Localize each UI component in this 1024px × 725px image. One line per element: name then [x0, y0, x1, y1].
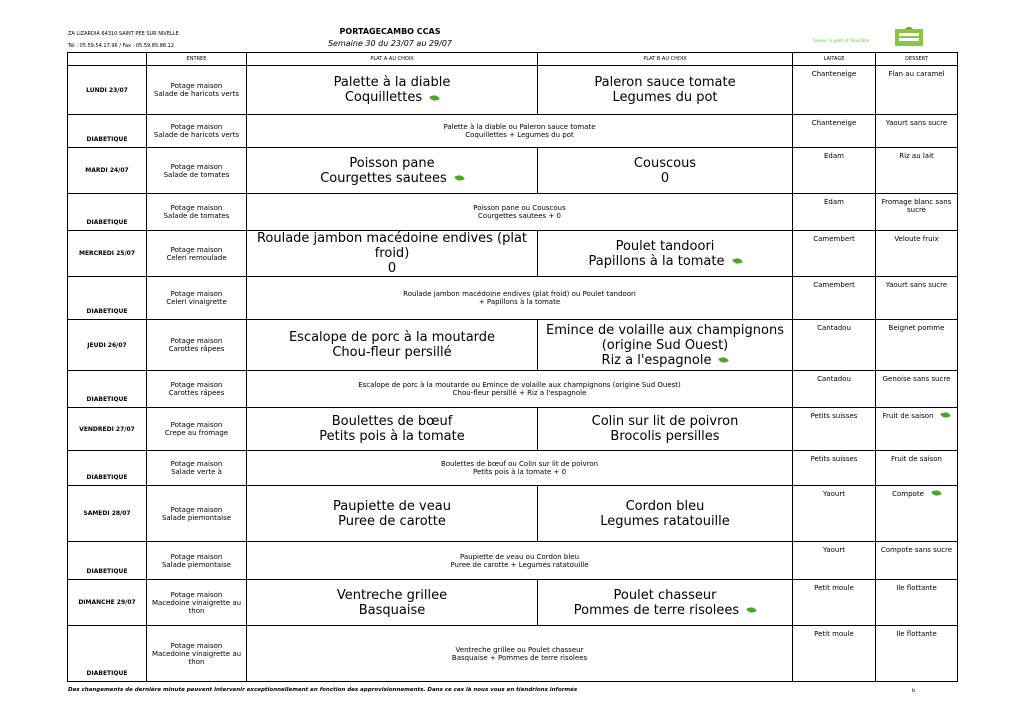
- diab-plat-sides: Basquaise + Pommes de terre risolees: [451, 653, 588, 662]
- company-info: [68, 28, 179, 52]
- dessert-cell: Compote: [892, 490, 924, 498]
- diabetic-row: [68, 542, 958, 580]
- dessert-cell: Fruit de saison: [882, 412, 934, 420]
- leaf-icon: [429, 93, 440, 102]
- diab-entree-soup: Potage maison: [170, 552, 223, 561]
- day-row: [68, 408, 958, 451]
- diab-plat-choice: Boulettes de bœuf ou Colin sur lit de poivron: [440, 460, 599, 468]
- day-label: VENDREDI 27/07: [68, 408, 147, 451]
- diab-plat-choice: Poisson pane ou Couscous: [473, 204, 566, 212]
- diabetic-label: DIABETIQUE: [86, 308, 128, 315]
- plat-a-main: Palette à la diable: [333, 75, 451, 90]
- diab-entree-soup: Potage maison: [170, 204, 223, 212]
- diabetic-label: DIABETIQUE: [86, 219, 128, 226]
- entree-salad: Salade piemontaise: [161, 513, 232, 522]
- entree-soup: Potage maison: [170, 505, 223, 514]
- plat-a-main: Boulettes de bœuf: [331, 414, 453, 429]
- entree-salad: Celeri remoulade: [166, 253, 227, 262]
- diabetic-row: [68, 115, 958, 148]
- diab-entree-soup: Potage maison: [170, 460, 223, 468]
- diab-entree-salad: Carottes râpees: [168, 389, 225, 397]
- diab-entree-salad: Salade de tomates: [163, 212, 230, 220]
- plat-a-main: Paupiette de veau: [333, 498, 451, 514]
- plat-a-main: Roulade jambon macédoine endives (plat froid): [256, 231, 528, 261]
- diab-dessert-cell: Ile flottante: [876, 626, 958, 682]
- diab-plat-choice: Roulade jambon macédoine endives (plat froid) ou Poulet tandoori: [403, 290, 636, 298]
- leaf-icon: [732, 257, 743, 266]
- diabetic-row: [68, 451, 958, 486]
- entree-soup: Potage maison: [170, 590, 223, 599]
- day-row: [68, 320, 958, 371]
- day-label: SAMEDI 28/07: [68, 486, 147, 542]
- plat-b-main: Poulet tandoori: [615, 238, 715, 254]
- footer-note: Des changements de dernière minute peuvent intervenir exceptionnellement en fonction des approvisionnements. Dans ce cas là nous vous en tiendrions informés: [68, 687, 578, 693]
- dessert-cell: Veloute fruix: [894, 235, 939, 243]
- laitage-cell: Camembert: [793, 231, 876, 277]
- plat-a-main: Poisson pane: [349, 155, 435, 171]
- header-day: [68, 53, 147, 66]
- dessert-cell: Beignet pomme: [888, 324, 945, 332]
- diab-entree-salad: Salade verte à: [171, 468, 222, 476]
- diabetic-label: DIABETIQUE: [86, 136, 128, 143]
- diab-entree-salad: Celeri vinaigrette: [166, 298, 227, 306]
- entree-soup: Potage maison: [170, 337, 223, 345]
- plat-b-side: Brocolis persilles: [610, 429, 720, 444]
- diab-plat-sides: + Papillons à la tomate: [478, 298, 561, 306]
- company-address: ZA LIZARDIA 64310 SAINT PEE SUR NIVELLE: [68, 31, 179, 37]
- diab-dessert-cell: Fruit de saison: [876, 451, 958, 486]
- header-entree: ENTREE: [147, 53, 247, 66]
- diab-dessert-cell: Fromage blanc sans sucre: [876, 194, 958, 231]
- diab-plat-sides: Courgettes sautees + 0: [478, 212, 561, 220]
- diabetic-label: DIABETIQUE: [86, 670, 128, 677]
- header-dessert: DESSERT: [876, 53, 958, 66]
- diab-dessert-cell: Yaourt sans sucre: [876, 115, 958, 148]
- plat-a-main: Escalope de porc à la moutarde: [288, 330, 496, 345]
- entree-salad: Carottes râpees: [168, 345, 225, 353]
- laitage-cell: Cantadou: [793, 320, 876, 371]
- day-row: [68, 486, 958, 542]
- dessert-cell: Flan au caramel: [888, 70, 945, 78]
- entree-soup: Potage maison: [170, 162, 223, 171]
- diabetic-label: DIABETIQUE: [86, 396, 128, 403]
- diabetic-label: DIABETIQUE: [86, 474, 128, 481]
- diab-plat-sides: Coquillettes + Legumes du pot: [465, 131, 574, 139]
- diab-plat-choice: Ventreche grillee ou Poulet chasseur: [455, 645, 584, 654]
- header-laitage: LAITAGE: [793, 53, 876, 66]
- entree-salad: Salade de tomates: [163, 170, 230, 179]
- diabetic-row: [68, 371, 958, 408]
- page-number: b: [912, 688, 916, 694]
- plat-b-side: Legumes ratatouille: [600, 513, 730, 529]
- plat-b-main: Colin sur lit de poivron: [591, 414, 739, 429]
- diab-laitage-cell: Yaourt: [793, 542, 876, 580]
- leaf-icon: [454, 174, 465, 183]
- diab-laitage-cell: Edam: [793, 194, 876, 231]
- diab-plat-sides: Chou-fleur persillé + Riz a l'espagnole: [452, 389, 587, 397]
- plat-b-main: Poulet chasseur: [613, 587, 717, 603]
- leaf-icon: [746, 606, 757, 615]
- plat-a-side: 0: [387, 261, 397, 276]
- diab-plat-choice: Palette à la diable ou Paleron sauce tomate: [443, 123, 596, 131]
- menu-table: [67, 52, 958, 682]
- plat-b-main: Couscous: [633, 155, 697, 171]
- day-row: [68, 580, 958, 626]
- diabetic-label: DIABETIQUE: [86, 568, 128, 575]
- entree-salad: Macedoine vinaigrette au thon: [151, 598, 242, 615]
- plat-a-side: Coquillettes: [344, 90, 423, 105]
- diabetic-row: [68, 194, 958, 231]
- entree-soup: Potage maison: [170, 421, 223, 429]
- plat-b-side: Pommes de terre risolees: [573, 602, 740, 618]
- leaf-icon: [941, 411, 952, 420]
- brand-slogan: Saveur, le goût et l'équilibre: [813, 38, 870, 43]
- leaf-icon: [931, 489, 942, 498]
- day-row: [68, 231, 958, 277]
- plat-b-main: Cordon bleu: [625, 498, 705, 514]
- header-plat-a: PLAT A AU CHOIX: [247, 53, 538, 66]
- day-label: DIMANCHE 29/07: [68, 580, 147, 626]
- day-label: LUNDI 23/07: [68, 66, 147, 115]
- plat-b-main: Emince de volaille aux champignons (origine Sud Ouest): [546, 322, 784, 353]
- diab-dessert-cell: Yaourt sans sucre: [876, 277, 958, 320]
- diab-plat-choice: Escalope de porc à la moutarde ou Emince de volaille aux champignons (origine Sud Ouest): [358, 381, 681, 389]
- day-row: [68, 66, 958, 115]
- entree-salad: Salade de haricots verts: [154, 90, 239, 98]
- diabetic-row: [68, 277, 958, 320]
- day-label: JEUDI 26/07: [68, 320, 147, 371]
- plat-a-side: Puree de carotte: [338, 513, 446, 529]
- diab-laitage-cell: Cantadou: [793, 371, 876, 408]
- laitage-cell: Petits suisses: [793, 408, 876, 451]
- diab-laitage-cell: Chanteneige: [793, 115, 876, 148]
- laitage-cell: Yaourt: [793, 486, 876, 542]
- plat-a-side: Basquaise: [358, 602, 426, 618]
- diab-entree-salad: Salade piemontaise: [161, 560, 232, 569]
- leaf-icon: [719, 356, 730, 365]
- logo-icon: [893, 26, 925, 48]
- day-row: [68, 148, 958, 194]
- plat-b-side: Legumes du pot: [612, 90, 718, 105]
- company-phone: Tél : 05.59.54.17.96 / Fax : 05.59.85.88.12: [68, 43, 175, 49]
- plat-b-side: Riz a l'espagnole: [601, 352, 712, 368]
- diabetic-row: [68, 626, 958, 682]
- diab-dessert-cell: Genoise sans sucre: [876, 371, 958, 408]
- diab-entree-salad: Salade de haricots verts: [154, 131, 239, 139]
- diab-entree-salad: Macedoine vinaigrette au thon: [151, 649, 242, 666]
- dessert-cell: Ile flottante: [896, 584, 937, 592]
- laitage-cell: Petit moule: [793, 580, 876, 626]
- menu-heading: [290, 26, 490, 50]
- day-label: MERCREDI 25/07: [68, 231, 147, 277]
- laitage-cell: Edam: [793, 148, 876, 194]
- entree-salad: Crepe au fromage: [164, 429, 229, 437]
- menu-week: Semaine 30 du 23/07 au 29/07: [327, 39, 453, 48]
- diab-entree-soup: Potage maison: [170, 123, 223, 131]
- entree-soup: Potage maison: [170, 245, 223, 254]
- diab-dessert-cell: Compote sans sucre: [876, 542, 958, 580]
- laitage-cell: Chanteneige: [793, 66, 876, 115]
- plat-b-main: Paleron sauce tomate: [594, 75, 736, 90]
- entree-soup: Potage maison: [170, 82, 223, 90]
- plat-b-side: 0: [660, 170, 670, 186]
- day-label: MARDI 24/07: [68, 148, 147, 194]
- diab-entree-soup: Potage maison: [170, 641, 223, 650]
- diab-entree-soup: Potage maison: [170, 290, 223, 298]
- diab-plat-sides: Puree de carotte + Legumes ratatouille: [450, 560, 589, 569]
- diab-laitage-cell: Petit moule: [793, 626, 876, 682]
- diab-plat-choice: Paupiette de veau ou Cordon bleu: [459, 552, 580, 561]
- diab-laitage-cell: Petits suisses: [793, 451, 876, 486]
- header-plat-b: PLAT B AU CHOIX: [538, 53, 793, 66]
- diab-entree-soup: Potage maison: [170, 381, 223, 389]
- diab-plat-sides: Petits pois à la tomate + 0: [472, 468, 567, 476]
- diab-laitage-cell: Camembert: [793, 277, 876, 320]
- plat-b-side: Papillons à la tomate: [588, 253, 725, 269]
- plat-a-side: Courgettes sautees: [320, 170, 447, 186]
- dessert-cell: Riz au lait: [899, 152, 934, 160]
- plat-a-side: Chou-fleur persillé: [332, 345, 452, 360]
- menu-header-row: [68, 53, 958, 66]
- menu-title: PORTAGECAMBO CCAS: [339, 27, 441, 36]
- plat-a-side: Petits pois à la tomate: [319, 429, 465, 444]
- plat-a-main: Ventreche grillee: [336, 587, 448, 603]
